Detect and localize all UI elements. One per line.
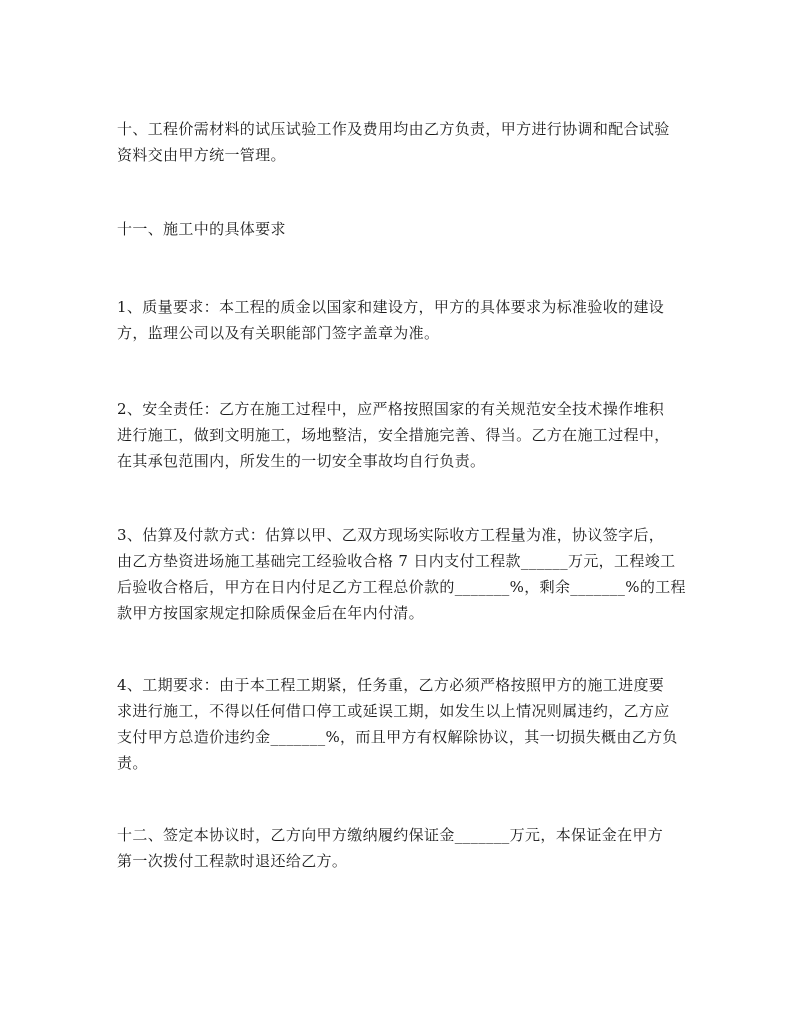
schedule-requirement-paragraph <box>117 672 691 776</box>
text-line: 十一、施工中的具体要求 <box>117 220 286 238</box>
clause-eleven-heading <box>117 216 691 242</box>
text-line: 责。 <box>117 754 148 772</box>
clause-ten-paragraph <box>117 116 691 168</box>
text-line: 十、工程价需材料的试压试验工作及费用均由乙方负责，甲方进行协调和配合试验 <box>117 120 670 138</box>
text-line: 4、工期要求：由于本工程工期紧，任务重，乙方必须严格按照甲方的施工进度要 <box>117 676 665 694</box>
text-line: 进行施工，做到文明施工，场地整洁，安全措施完善、得当。乙方在施工过程中， <box>117 426 670 444</box>
text-line: 求进行施工，不得以任何借口停工或延误工期，如发生以上情况则属违约，乙方应 <box>117 702 670 720</box>
text-line: 资料交由甲方统一管理。 <box>117 146 286 164</box>
text-line: 2、安全责任：乙方在施工过程中，应严格按照国家的有关规范安全技术操作堆积 <box>117 400 665 418</box>
text-line: 由乙方垫资进场施工基础完工经验收合格 7 日内支付工程款______万元，工程竣工 <box>117 552 676 570</box>
text-line: 方，监理公司以及有关职能部门签字盖章为准。 <box>117 324 440 342</box>
safety-responsibility-paragraph <box>117 396 691 474</box>
text-line: 后验收合格后，甲方在日内付足乙方工程总价款的_______%，剩余_______%的工程 <box>117 578 686 596</box>
text-line: 支付甲方总造价违约金_______%，而且甲方有权解除协议，其一切损失概由乙方负 <box>117 728 678 746</box>
text-line: 1、质量要求：本工程的质金以国家和建设方，甲方的具体要求为标准验收的建设 <box>117 298 665 316</box>
payment-terms-paragraph <box>117 522 691 626</box>
text-line: 在其承包范围内，所发生的一切安全事故均自行负责。 <box>117 452 486 470</box>
text-line: 款甲方按国家规定扣除质保金后在年内付清。 <box>117 604 425 622</box>
quality-requirement-paragraph <box>117 294 691 346</box>
text-line: 3、估算及付款方式：估算以甲、乙双方现场实际收方工程量为准，协议签字后， <box>117 526 665 544</box>
clause-twelve-paragraph <box>117 822 691 874</box>
text-line: 十二、签定本协议时，乙方向甲方缴纳履约保证金_______万元，本保证金在甲方 <box>117 826 664 844</box>
text-line: 第一次拨付工程款时退还给乙方。 <box>117 852 348 870</box>
